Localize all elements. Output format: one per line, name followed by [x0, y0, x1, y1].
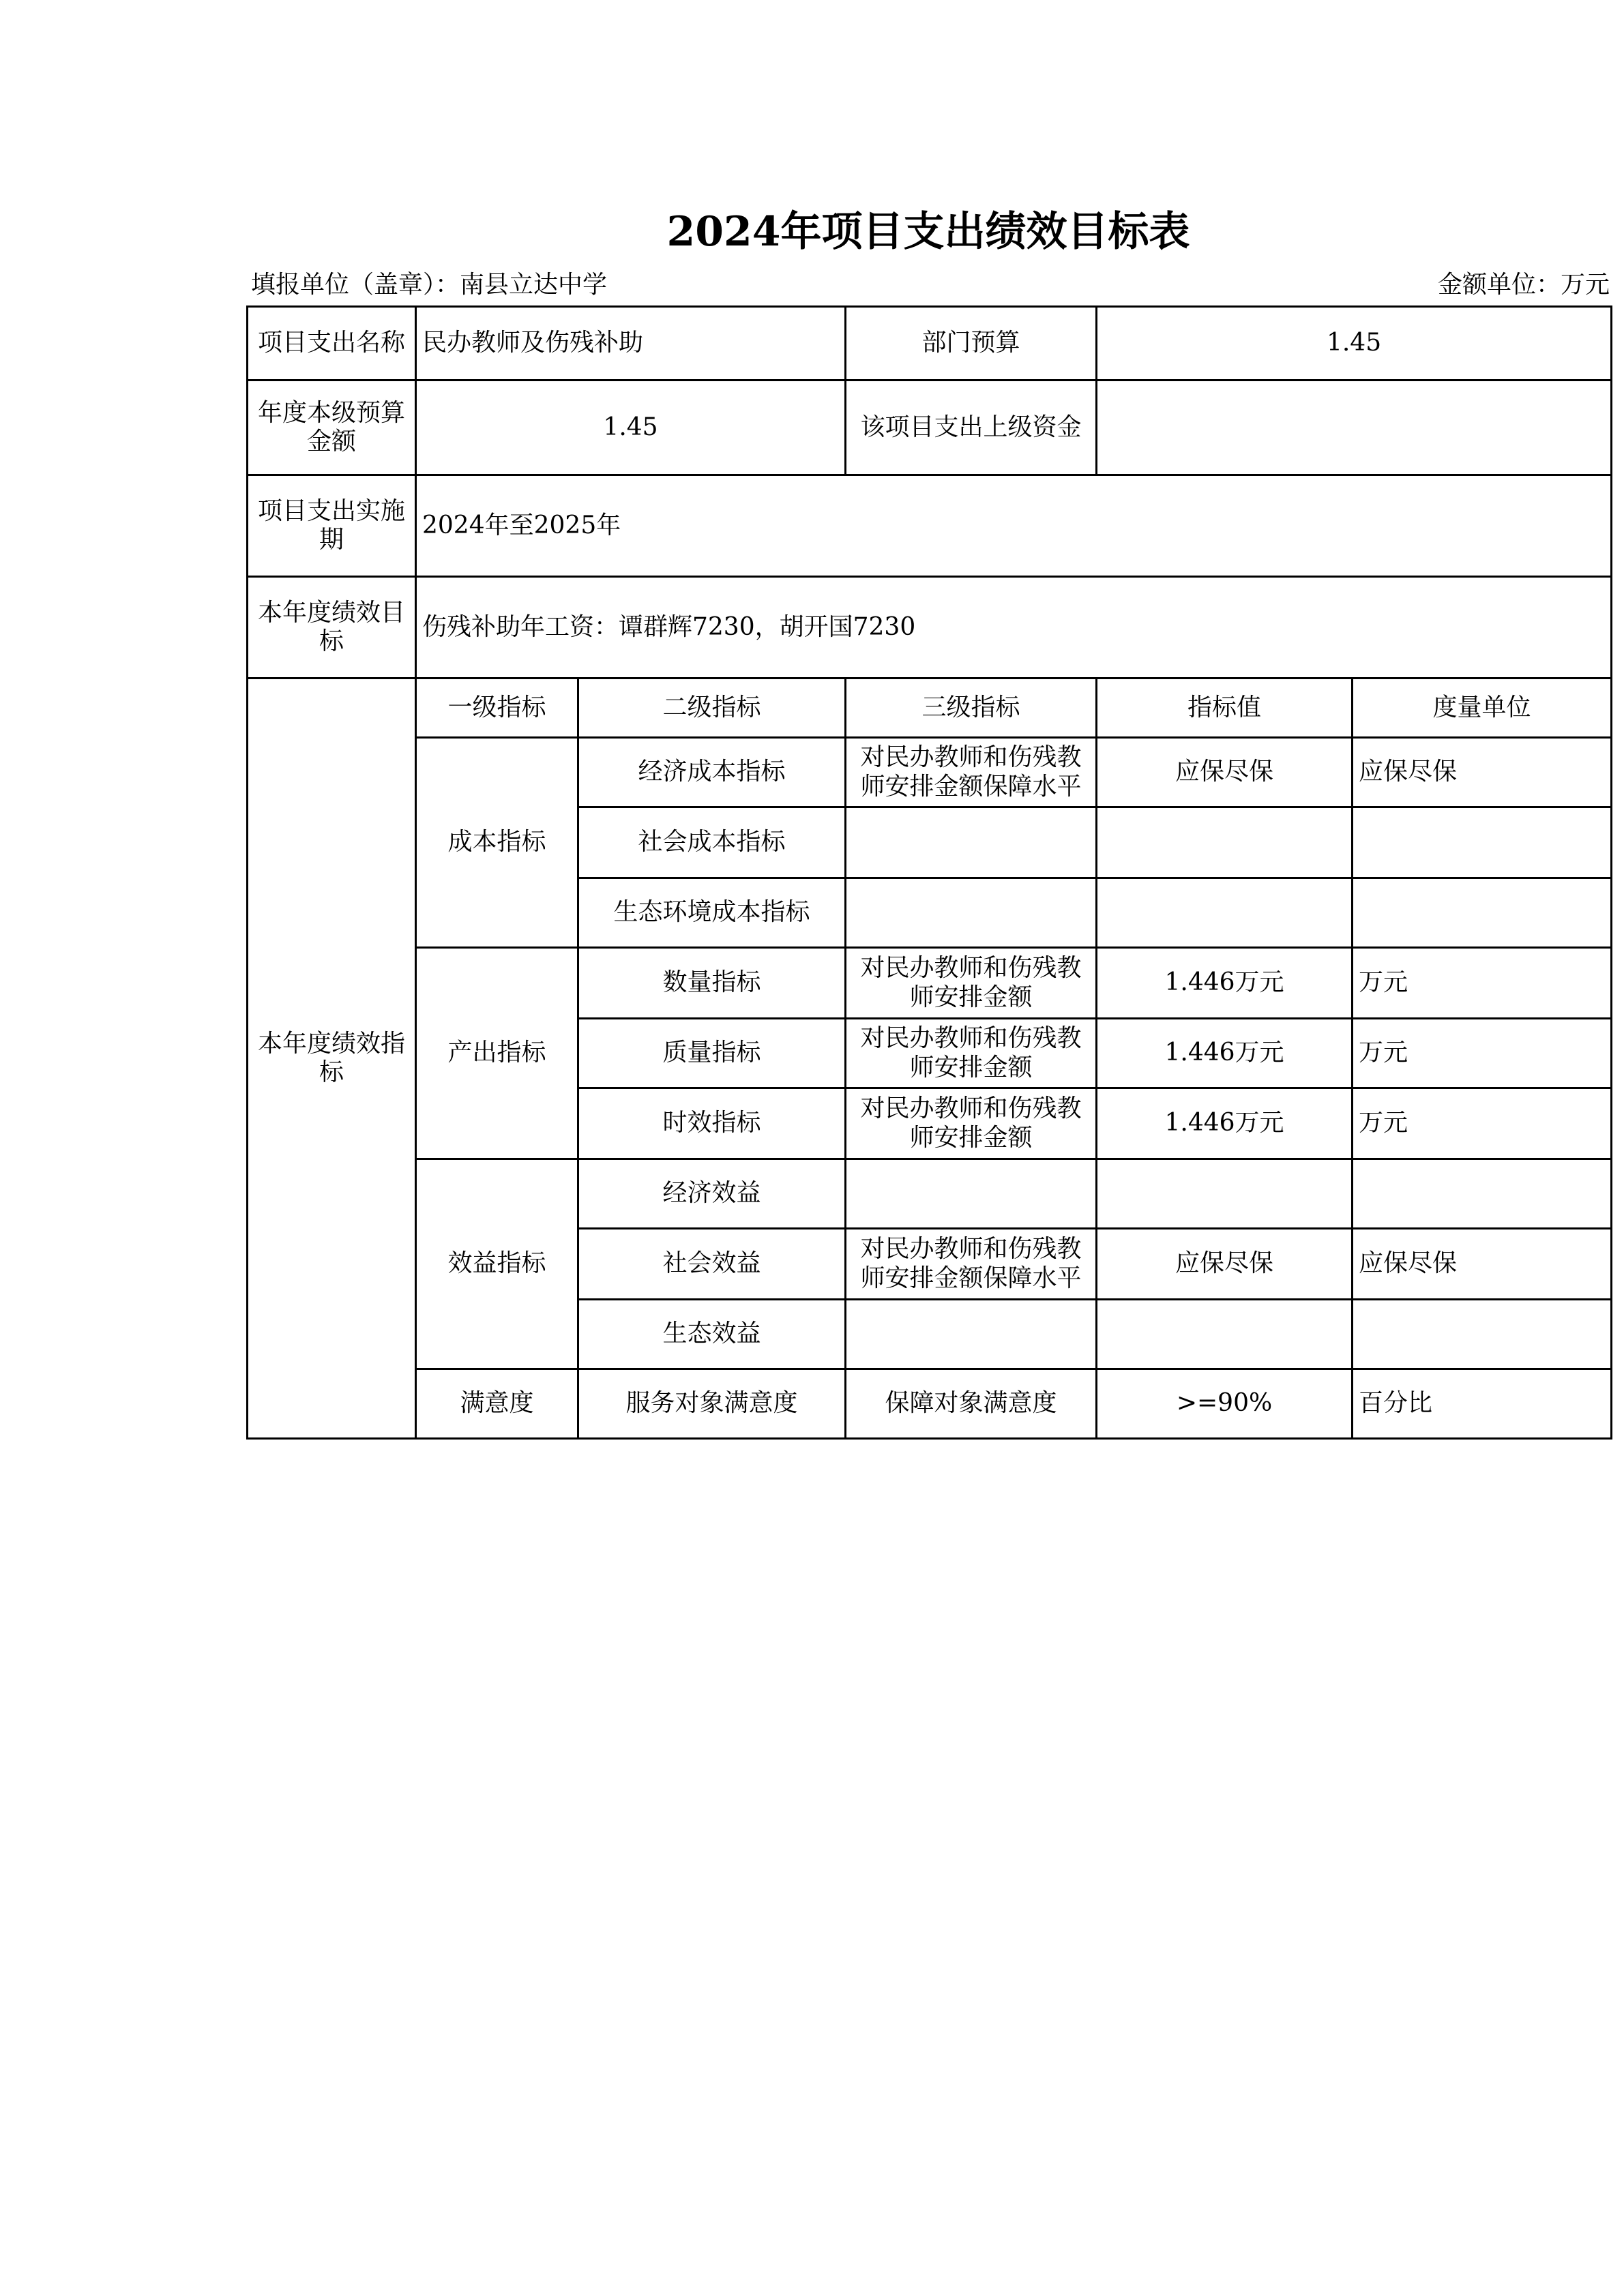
header-level1: 一级指标 [416, 679, 578, 738]
level2-cell: 经济效益 [578, 1159, 846, 1229]
level1-cell: 效益指标 [416, 1159, 578, 1369]
level1-cell: 成本指标 [416, 738, 578, 948]
level2-cell: 生态环境成本指标 [578, 878, 846, 948]
dept-budget-label: 部门预算 [846, 307, 1097, 381]
level3-cell: 对民办教师和伤残教师安排金额保障水平 [846, 1229, 1097, 1300]
level3-cell [846, 878, 1097, 948]
level3-cell [846, 1300, 1097, 1369]
superior-funds-value [1097, 381, 1612, 475]
annual-budget-label: 年度本级预算金额 [248, 381, 416, 475]
table-row [248, 1369, 1612, 1439]
level2-cell: 质量指标 [578, 1019, 846, 1088]
table-row [248, 307, 1612, 381]
unit-cell: 万元 [1353, 1019, 1612, 1088]
level2-cell: 生态效益 [578, 1300, 846, 1369]
unit-cell: 百分比 [1353, 1369, 1612, 1439]
goal-value: 伤残补助年工资：谭群辉7230，胡开国7230 [416, 577, 1612, 679]
value-cell: 应保尽保 [1097, 738, 1353, 807]
reporting-unit: 填报单位（盖章）：南县立达中学 [251, 271, 608, 299]
level2-cell: 社会效益 [578, 1229, 846, 1300]
value-cell [1097, 878, 1353, 948]
level2-cell: 数量指标 [578, 948, 846, 1019]
indicators-label: 本年度绩效指标 [248, 679, 416, 1439]
level3-cell: 对民办教师和伤残教师安排金额保障水平 [846, 738, 1097, 807]
currency-unit: 金额单位：万元 [1437, 271, 1610, 299]
value-cell [1097, 807, 1353, 878]
value-cell: >=90% [1097, 1369, 1353, 1439]
unit-cell: 应保尽保 [1353, 738, 1612, 807]
value-cell: 1.446万元 [1097, 1088, 1353, 1159]
level2-cell: 时效指标 [578, 1088, 846, 1159]
level3-cell: 对民办教师和伤残教师安排金额 [846, 1088, 1097, 1159]
table-row [248, 577, 1612, 679]
level1-cell: 满意度 [416, 1369, 578, 1439]
goal-label: 本年度绩效目标 [248, 577, 416, 679]
annual-budget-value: 1.45 [416, 381, 846, 475]
table-row [248, 738, 1612, 807]
table-header-row [248, 679, 1612, 738]
level3-cell [846, 1159, 1097, 1229]
unit-cell [1353, 878, 1612, 948]
dept-budget-value: 1.45 [1097, 307, 1612, 381]
header-value: 指标值 [1097, 679, 1353, 738]
level3-cell: 对民办教师和伤残教师安排金额 [846, 948, 1097, 1019]
level3-cell [846, 807, 1097, 878]
unit-cell: 万元 [1353, 948, 1612, 1019]
unit-cell: 应保尽保 [1353, 1229, 1612, 1300]
value-cell [1097, 1300, 1353, 1369]
page-title: 2024年项目支出绩效目标表 [666, 208, 1190, 256]
level3-cell: 保障对象满意度 [846, 1369, 1097, 1439]
level2-cell: 经济成本指标 [578, 738, 846, 807]
value-cell: 1.446万元 [1097, 1019, 1353, 1088]
performance-target-table [246, 305, 1612, 1440]
unit-cell [1353, 807, 1612, 878]
header-level2: 二级指标 [578, 679, 846, 738]
unit-cell [1353, 1300, 1612, 1369]
project-name-label: 项目支出名称 [248, 307, 416, 381]
period-value: 2024年至2025年 [416, 475, 1612, 577]
period-label: 项目支出实施期 [248, 475, 416, 577]
superior-funds-label: 该项目支出上级资金 [846, 381, 1097, 475]
unit-cell: 万元 [1353, 1088, 1612, 1159]
table-row [248, 948, 1612, 1019]
table-row [248, 1159, 1612, 1229]
header-level3: 三级指标 [846, 679, 1097, 738]
header-unit: 度量单位 [1353, 679, 1612, 738]
unit-cell [1353, 1159, 1612, 1229]
level2-cell: 服务对象满意度 [578, 1369, 846, 1439]
project-name-value: 民办教师及伤残补助 [416, 307, 846, 381]
level3-cell: 对民办教师和伤残教师安排金额 [846, 1019, 1097, 1088]
value-cell: 1.446万元 [1097, 948, 1353, 1019]
level1-cell: 产出指标 [416, 948, 578, 1159]
table-row [248, 381, 1612, 475]
level2-cell: 社会成本指标 [578, 807, 846, 878]
value-cell [1097, 1159, 1353, 1229]
value-cell: 应保尽保 [1097, 1229, 1353, 1300]
table-row [248, 475, 1612, 577]
